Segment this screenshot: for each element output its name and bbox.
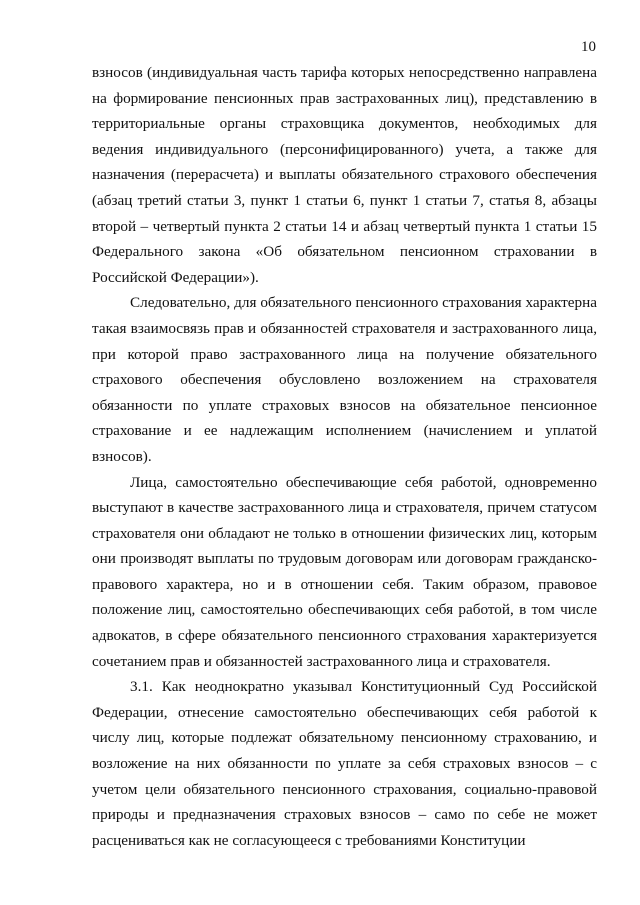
paragraph-3: Лица, самостоятельно обеспечивающие себя работой, одновременно выступают в качестве застрахованного лица и страхователя, причем статусом страхователя они обладают не только в отношении физических лиц, которым они производят выплаты по трудовым договорам или договорам гражданско-правового характера, но и в отношении себя. Таким образом, правовое положение лиц, самостоятельно обеспечивающих себя работой, в том числе адвокатов, в сфере обязательного пенсионного страхования характеризуется сочетанием прав и обязанностей застрахованного лица и страхователя.	[92, 473, 597, 670]
paragraph-2: Следовательно, для обязательного пенсионного страхования характерна такая взаимосвязь прав и обязанностей страхователя и застрахованного лица, при которой право застрахованного лица на получение обязательного страхового обеспечения обусловлено возложением на страхователя обязанности по уплате страховых взносов на обязательное пенсионное страхование и ее надлежащим исполнением (начислением и уплатой взносов).	[92, 294, 597, 465]
page-number: 10	[581, 39, 596, 55]
paragraph-1: взносов (индивидуальная часть тарифа которых непосредственно направлена на формирование пенсионных прав застрахованных лиц), представлению в территориальные органы страховщика документов, необходимых для ведения индивидуального (персонифицированного) учета, а также для назначения (перерасчета) и выплаты обязательного страхового обеспечения (абзац третий статьи 3, пункт 1 статьи 6, пункт 1 статьи 7, статья 8, абзацы второй – четвертый пункта 2 статьи 14 и абзац четвертый пункта 1 статьи 15 Федерального закона «Об обязательном пенсионном страховании в Российской Федерации»).	[92, 64, 597, 286]
paragraph-4: 3.1. Как неоднократно указывал Конституционный Суд Российской Федерации, отнесение самостоятельно обеспечивающих себя работой к числу лиц, которые подлежат обязательному пенсионному страхованию, и возложение на них обязанности по уплате за себя страховых взносов – с учетом цели обязательного пенсионного страхования, социально-правовой природы и предназначения страховых взносов – само по себе не может расцениваться как не согласующееся с требованиями Конституции	[92, 678, 597, 849]
body-text	[92, 60, 597, 853]
